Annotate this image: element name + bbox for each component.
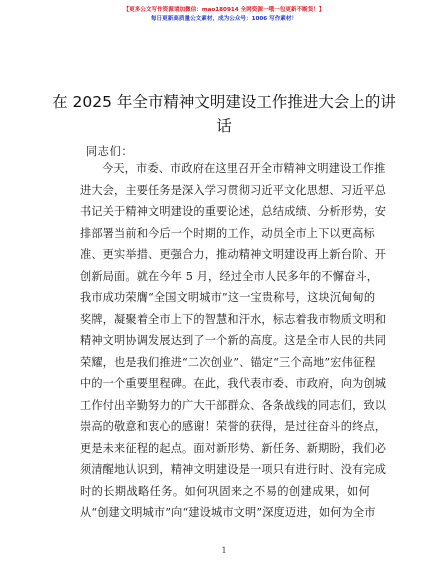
body-paragraph xyxy=(80,158,387,524)
body-line: 更是未来征程的起点。面对新形势、新任务、新期盼，我们必 xyxy=(80,441,387,455)
body-line: 书记关于精神文明建设的重要论述，总结成绩、分析形势，安 xyxy=(80,205,387,218)
salutation: 同志们： xyxy=(86,145,134,158)
body-line: 准、更实举措、更强合力，推动精神文明建设再上新台阶、开 xyxy=(80,248,387,261)
body-line: 我市成功荣膺“全国文明城市”这一宝贵称号，这块沉甸甸的 xyxy=(80,291,376,304)
body-line: 崇高的敬意和衷心的感谢！荣誉的获得，是过往奋斗的终点， xyxy=(80,420,387,433)
body-line: 荣耀，也是我们推进“二次创业”、锚定“三个高地”宏伟征程 xyxy=(80,355,376,369)
promo-banner-line-1: 【更多公文写作资源请加微信：mao180914 全网资源一哦一包更新不断货！】 xyxy=(123,7,325,13)
body-line: 时的长期战略任务。如何巩固来之不易的创建成果，如何 xyxy=(80,484,370,498)
body-line: 创新局面。就在今年 5 月，经过全市人民多年的不懈奋斗， xyxy=(80,269,379,283)
body-line: 今天，市委、市政府在这里召开全市精神文明建设工作推 xyxy=(102,162,386,175)
body-line: 工作付出辛勤努力的广大干部群众、各条战线的同志们，致以 xyxy=(80,398,387,412)
promo-banner-line-2: 每日更新高质量公文素材，成为公众号：1006 写作素材！ xyxy=(150,16,298,22)
body-line: 从“创建文明城市”向“建设城市文明”深度迈进，如何为全市 xyxy=(80,506,376,519)
body-line: 排部署当前和今后一个时期的工作，动员全市上下以更高标 xyxy=(80,226,375,240)
document-title: 在 2025 年全市精神文明建设工作推进大会上的讲话 xyxy=(52,93,396,135)
body-line: 须清醒地认识到，精神文明建设是一项只有进行时、没有完成 xyxy=(80,463,387,476)
body-line: 奖牌，凝聚着全市上下的智慧和汗水，标志着我市物质文明和 xyxy=(80,312,387,326)
body-line: 中的一个重要里程碑。在此，我代表市委、市政府，向为创城 xyxy=(80,377,387,390)
body-line: 精神文明协调发展达到了一个新的高度。这是全市人民的共同 xyxy=(80,334,387,347)
promo-banner xyxy=(0,6,448,24)
body-line: 进大会，主要任务是深入学习贯彻习近平文化思想、习近平总 xyxy=(80,183,387,197)
page-number: 1 xyxy=(221,546,227,555)
